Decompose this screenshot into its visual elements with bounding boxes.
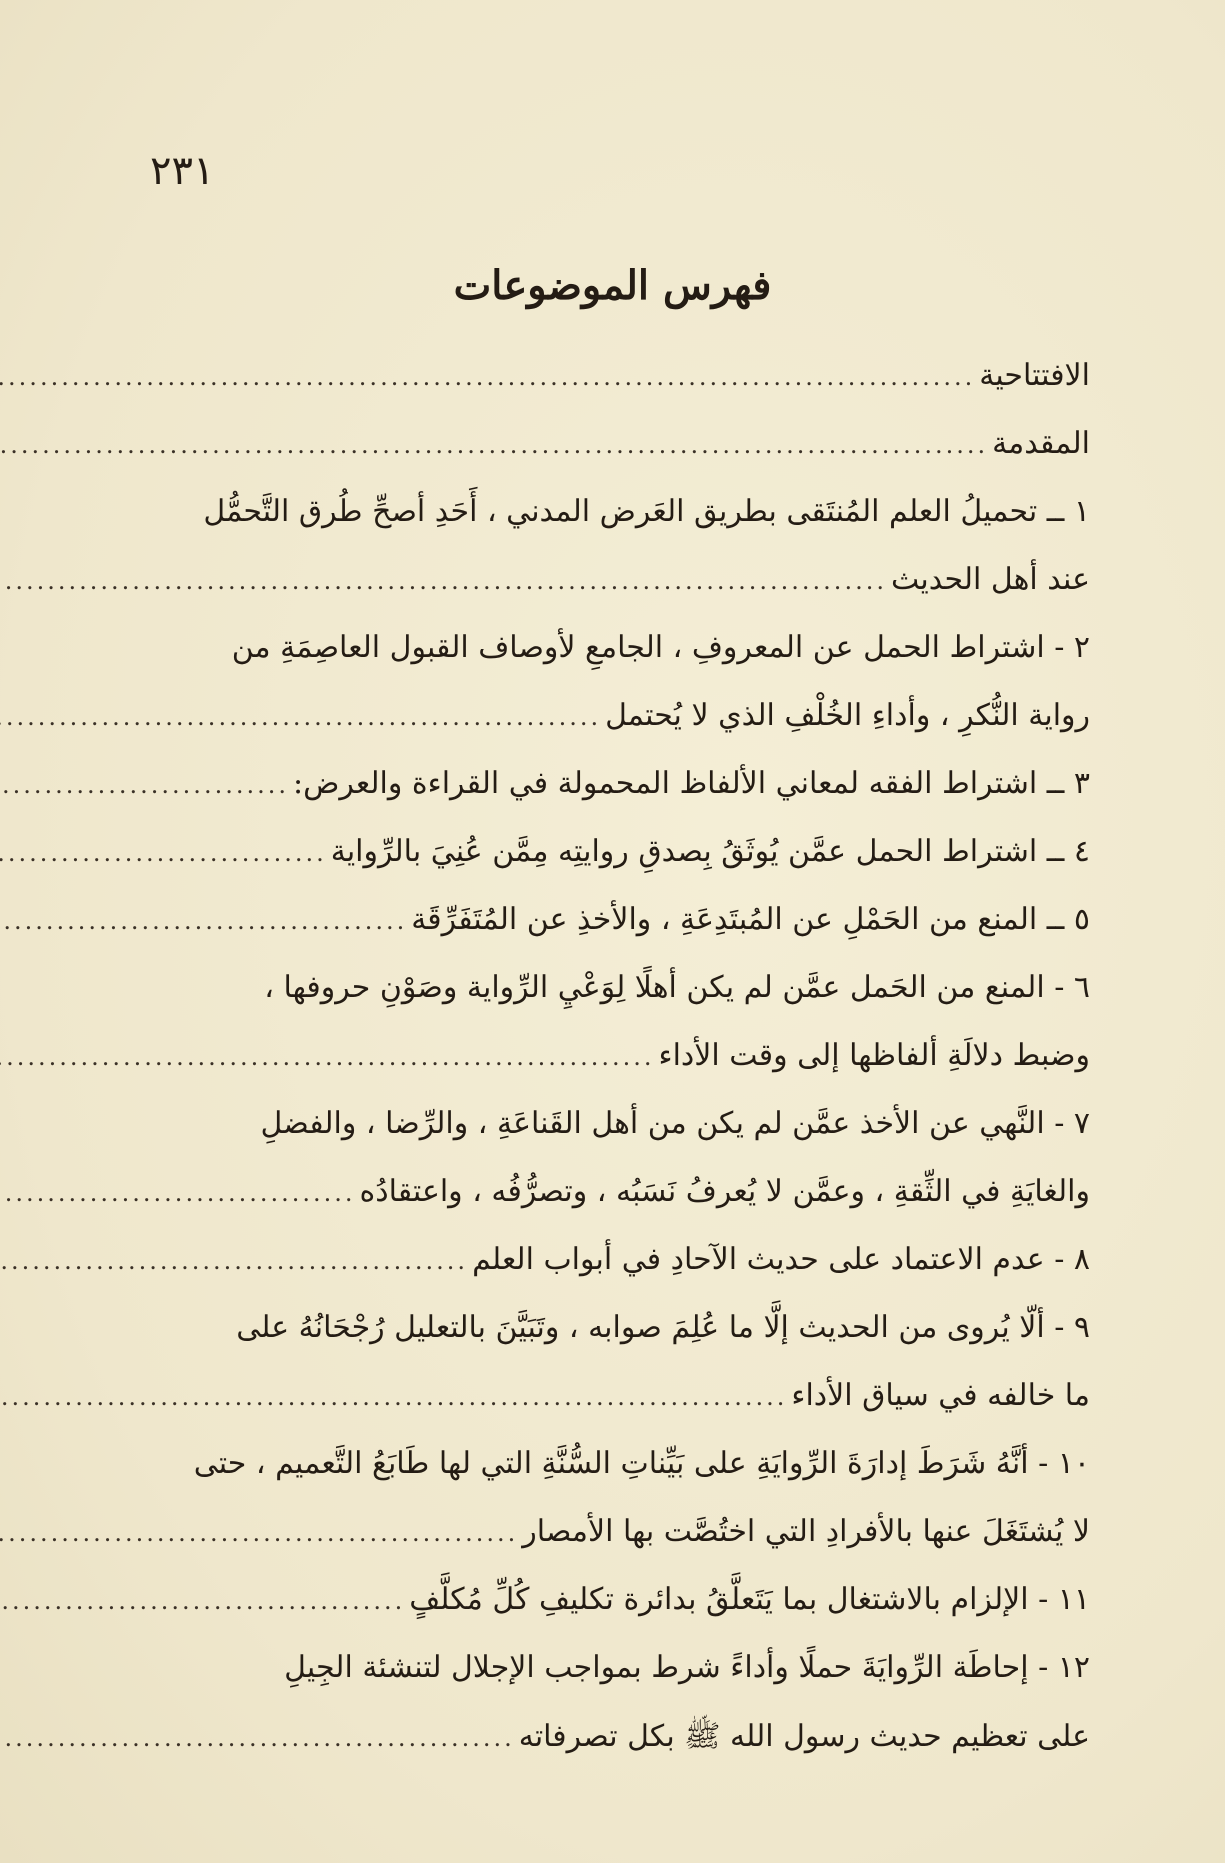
toc-entry-text: المقدمة — [992, 426, 1090, 461]
toc-entry-text: والغايَةِ في الثِّقةِ ، وعمَّن لا يُعرفُ نَسَبُه ، وتصرُّفُه ، واعتقادُه — [359, 1174, 1090, 1209]
dot-leader — [0, 1724, 515, 1752]
toc-entry[interactable] — [152, 1514, 1090, 1582]
toc-entry-first-line[interactable] — [152, 1106, 1090, 1174]
toc-entry[interactable] — [152, 834, 1090, 902]
toc-entry[interactable] — [152, 698, 1090, 766]
dot-leader — [0, 363, 975, 391]
toc-entry-text: ١١ - الإلزام بالاشتغال بما يَتَعلَّقُ بدائرة تكليفِ كُلِّ مُكلَّفٍ — [409, 1582, 1090, 1617]
toc-entry-text: ٤ ــ اشتراط الحمل عمَّن يُوثَقُ بِصدقِ روايتِه مِمَّن عُنِيَ بالرِّواية — [330, 834, 1090, 869]
toc-entry-first-line[interactable] — [152, 494, 1090, 562]
toc-entry-text: عند أهل الحديث — [890, 562, 1090, 597]
toc-entry-text: ٦ - المنع من الحَمل عمَّن لم يكن أهلًا لِوَعْيِ الرِّواية وصَوْنِ حروفها ، — [264, 970, 1090, 1005]
toc-entry[interactable] — [152, 1582, 1090, 1650]
toc-entry-text: رواية النُّكرِ ، وأداءِ الخُلْفِ الذي لا يُحتمل — [605, 698, 1090, 733]
toc-entry-text: ١٢ - إحاطَة الرِّوايَةَ حملًا وأداءً شرط بمواجب الإجلال لتنشئة الجِيلِ — [284, 1650, 1090, 1685]
toc-entry[interactable] — [152, 358, 1090, 426]
dot-leader — [0, 431, 988, 459]
toc-entry-text: ١٠ - أنَّهُ شَرَطَ إدارَةَ الرِّوايَةِ على بَيِّناتِ السُّنَّةِ التي لها طَابَعُ التَّعميم ، حتى — [193, 1446, 1090, 1481]
dot-leader — [0, 1179, 356, 1207]
page-title: فهرس الموضوعات — [453, 262, 772, 309]
toc-entry-text: ٥ ــ المنع من الحَمْلِ عن المُبتَدِعَةِ ، والأخذِ عن المُتَفَرِّقَة — [411, 902, 1090, 937]
toc-entry[interactable] — [152, 562, 1090, 630]
toc-entry[interactable] — [152, 1378, 1090, 1446]
toc-entry-text: لا يُشتَغَلَ عنها بالأفرادِ التي اختُصَّت بها الأمصار — [522, 1514, 1090, 1549]
dot-leader — [0, 567, 887, 595]
page-number: ٢٣١ — [150, 148, 215, 194]
toc-entry-text: ٨ - عدم الاعتماد على حديث الآحادِ في أبواب العلم — [472, 1242, 1090, 1277]
toc-entry-text: ما خالفه في سياق الأداء — [791, 1378, 1090, 1413]
dot-leader — [0, 1043, 654, 1071]
toc-entry-first-line[interactable] — [152, 970, 1090, 1038]
toc-entry-text: ٣ ــ اشتراط الفقه لمعاني الألفاظ المحمولة في القراءة والعرض: — [292, 766, 1090, 801]
toc-entry-text: على تعظيم حديث رسول الله ﷺ بكل تصرفاته — [518, 1719, 1090, 1754]
toc-entry-text: ١ ــ تحميلُ العلم المُنتَقى بطريق العَرض المدني ، أَحَدِ أصحِّ طُرق التَّحمُّل — [203, 494, 1090, 529]
toc-entry[interactable] — [152, 1038, 1090, 1106]
toc-entry[interactable] — [152, 766, 1090, 834]
toc-entry[interactable] — [152, 902, 1090, 970]
toc-entry-first-line[interactable] — [152, 1446, 1090, 1514]
dot-leader — [0, 1519, 518, 1547]
dot-leader — [0, 771, 289, 799]
dot-leader — [0, 839, 327, 867]
table-of-contents — [152, 358, 1090, 1786]
toc-entry[interactable] — [152, 1242, 1090, 1310]
toc-entry-first-line[interactable] — [152, 1650, 1090, 1718]
dot-leader — [0, 1587, 405, 1615]
toc-entry-text: الافتتاحية — [979, 358, 1090, 393]
toc-entry-text: ٩ - ألّا يُروى من الحديث إلَّا ما عُلِمَ صوابه ، وتَبَيَّنَ بالتعليل رُجْحَانُهُ على — [236, 1310, 1090, 1345]
dot-leader — [0, 1247, 468, 1275]
dot-leader — [0, 907, 407, 935]
dot-leader — [0, 703, 601, 731]
toc-entry-first-line[interactable] — [152, 1310, 1090, 1378]
toc-entry[interactable] — [152, 426, 1090, 494]
toc-entry[interactable] — [152, 1718, 1090, 1786]
toc-entry-text: ٢ - اشتراط الحمل عن المعروفِ ، الجامعِ لأوصاف القبول العاصِمَةِ من — [231, 630, 1090, 665]
toc-entry-first-line[interactable] — [152, 630, 1090, 698]
toc-entry[interactable] — [152, 1174, 1090, 1242]
toc-entry-text: وضبط دلالَةِ ألفاظها إلى وقت الأداء — [658, 1038, 1090, 1073]
toc-entry-text: ٧ - النَّهي عن الأخذ عمَّن لم يكن من أهل القَناعَةِ ، والرِّضا ، والفضلِ — [260, 1106, 1090, 1141]
dot-leader — [0, 1383, 787, 1411]
